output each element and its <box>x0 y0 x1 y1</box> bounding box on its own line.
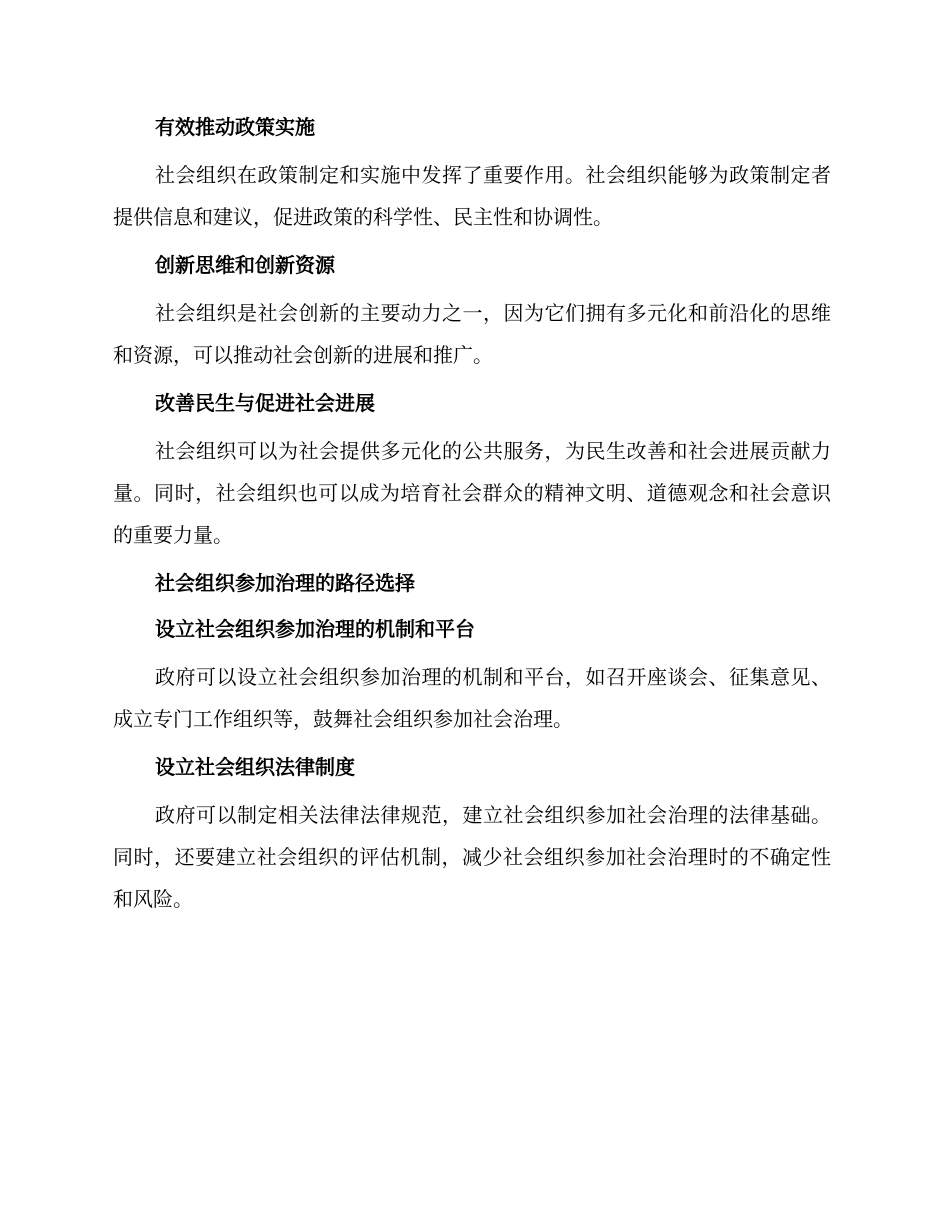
section-paragraph-policy: 社会组织在政策制定和实施中发挥了重要作用。社会组织能够为政策制定者提供信息和建议，促进政策的科学性、民主性和协调性。 <box>113 163 831 229</box>
section-heading-innovation: 创新思维和创新资源 <box>155 253 335 277</box>
subsection-paragraph-mechanism: 政府可以设立社会组织参加治理的机制和平台，如召开座谈会、征集意见、成立专门工作组织等，鼓舞社会组织参加社会治理。 <box>113 665 831 731</box>
part-heading-path-selection: 社会组织参加治理的路径选择 <box>155 571 415 595</box>
subsection-paragraph-legal-system: 政府可以制定相关法律法律规范，建立社会组织参加社会治理的法律基础。同时，还要建立社会组织的评估机制，减少社会组织参加社会治理时的不确定性和风险。 <box>113 803 831 911</box>
section-paragraph-innovation: 社会组织是社会创新的主要动力之一，因为它们拥有多元化和前沿化的思维和资源，可以推动社会创新的进展和推广。 <box>113 301 831 367</box>
subsection-heading-legal-system: 设立社会组织法律制度 <box>155 755 355 779</box>
section-heading-policy: 有效推动政策实施 <box>155 115 315 139</box>
section-heading-livelihood: 改善民生与促进社会进展 <box>155 391 375 415</box>
document-body <box>113 108 831 928</box>
subsection-heading-mechanism: 设立社会组织参加治理的机制和平台 <box>155 617 475 641</box>
section-paragraph-livelihood: 社会组织可以为社会提供多元化的公共服务，为民生改善和社会进展贡献力量。同时，社会组织也可以成为培育社会群众的精神文明、道德观念和社会意识的重要力量。 <box>113 439 831 547</box>
